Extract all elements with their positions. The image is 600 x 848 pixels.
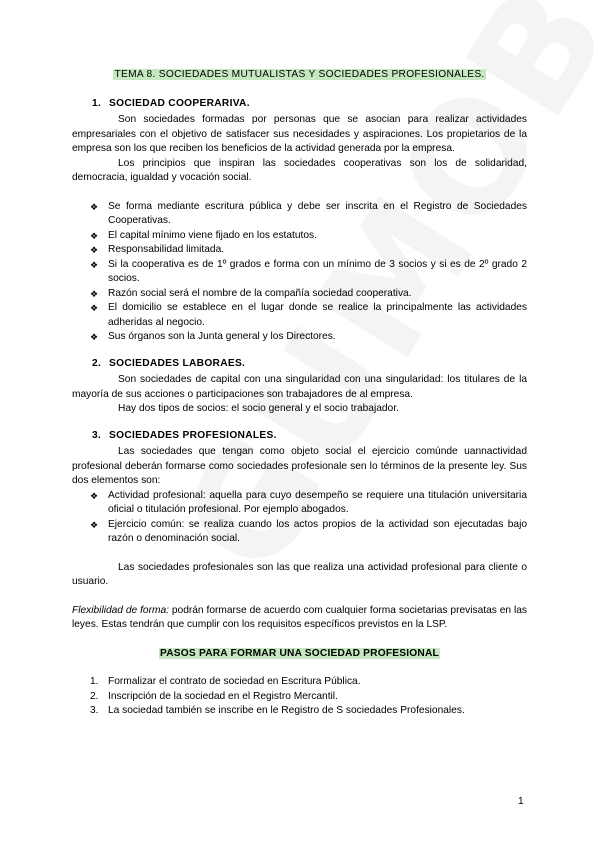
steps-title-block: [72, 647, 527, 662]
list-item: [72, 243, 527, 258]
section-1-paragraph-1: Son sociedades formadas por personas que se asocian para realizar actividades empresariales con el objetivo de satisfacer sus necesidades y aspiraciones. Los propietarios de la empresa son los que reciben los beneficios de la actividad generada por la empresa.: [72, 114, 527, 154]
diamond-bullet-icon: ❖: [90, 201, 99, 212]
diamond-bullet-icon: ❖: [90, 259, 99, 270]
list-item: [72, 704, 527, 719]
section-3-paragraph-2: Las sociedades profesionales son las que realiza una actividad profesional para cliente o usuario.: [72, 561, 527, 587]
step-number: 1.: [90, 676, 99, 687]
diamond-bullet-icon: ❖: [90, 332, 99, 342]
list-item-text: Se forma mediante escritura pública y debe ser inscrita en el Registro de Sociedades Cooperativas.: [108, 200, 527, 226]
document-body: [72, 68, 527, 719]
step-text: La sociedad también se inscribe en le Registro de S sociedades Profesionales.: [108, 705, 465, 716]
section-3-bullet-list: [72, 489, 527, 547]
steps-title: PASOS PARA FORMAR UNA SOCIEDAD PROFESIONAL: [160, 647, 439, 659]
steps-list: [72, 675, 527, 719]
section-1-heading: [92, 97, 527, 112]
section-2-paragraph-1: Son sociedades de capital con una singularidad con una singularidad: los titulares de la mayoría de sus acciones o participaciones son trabajadores de al empresa.: [72, 374, 527, 400]
list-item: [72, 690, 527, 705]
section-1-number: 1.: [92, 97, 102, 109]
page-number: 1: [518, 796, 524, 807]
section-1-title: SOCIEDAD COOPERARIVA.: [109, 97, 250, 109]
list-item: [72, 258, 527, 287]
list-item: [72, 229, 527, 244]
section-3-paragraph-1: Las sociedades que tengan como objeto social el ejercicio comúnde uannactividad profesional deberán formarse como sociedades profesionale sen lo términos de la presente ley. Sus dos elementos son:: [72, 446, 527, 486]
step-text: Formalizar el contrato de sociedad en Escritura Pública.: [108, 676, 361, 687]
diamond-bullet-icon: ❖: [90, 519, 99, 530]
list-item-text: Si la cooperativa es de 1º grados e forma con un mínimo de 3 socios y si es de 2º grado 2 socios.: [108, 258, 527, 284]
list-item-text: Ejercicio común: se realiza cuando los actos propios de la actividad son ejecutadas bajo razón o denominación social.: [108, 518, 527, 544]
section-3-title: SOCIEDADES PROFESIONALES.: [109, 429, 277, 441]
page-title: TEMA 8. SOCIEDADES MUTUALISTAS Y SOCIEDADES PROFESIONALES.: [114, 69, 485, 80]
section-2-paragraph-2: Hay dos tipos de socios: el socio general y el socio trabajador.: [118, 403, 399, 414]
section-2-heading: [92, 357, 527, 372]
step-number: 2.: [90, 690, 99, 702]
list-item-text: Sus órganos son la Junta general y los Directores.: [108, 331, 336, 342]
section-2-title: SOCIEDADES LABORAES.: [109, 357, 246, 369]
title-block: [72, 68, 527, 83]
section-2-number: 2.: [92, 357, 102, 369]
flexibility-paragraph: [72, 604, 527, 633]
flexibility-text: podrán formarse de acuerdo com cualquier forma societarias previsatas en las leyes. Estas tendrán que cumplir con los requisitos específicos previstos en la LSP.: [72, 604, 527, 630]
diamond-bullet-icon: ❖: [90, 230, 99, 241]
list-item: [72, 489, 527, 518]
diamond-bullet-icon: ❖: [90, 303, 99, 313]
list-item: [72, 200, 527, 229]
diamond-bullet-icon: ❖: [90, 288, 99, 299]
flexibility-label: Flexibilidad de forma:: [72, 604, 169, 616]
list-item: [72, 518, 527, 547]
section-3-heading: [92, 429, 527, 444]
list-item-text: Razón social será el nombre de la compañía sociedad cooperativa.: [108, 287, 412, 299]
list-item-text: El domicilio se establece en el lugar donde se realice la principalmente las actividades adheridas al negocio.: [108, 302, 527, 328]
list-item: [72, 330, 527, 345]
section-1-paragraph-2: Los principios que inspiran las sociedades cooperativas son los de solidaridad, democracia, igualdad y vocación social.: [72, 157, 527, 183]
diamond-bullet-icon: ❖: [90, 245, 99, 255]
list-item-text: El capital mínimo viene fijado en los estatutos.: [108, 229, 317, 241]
diamond-bullet-icon: ❖: [90, 490, 99, 501]
list-item: [72, 301, 527, 330]
list-item-text: Responsabilidad limitada.: [108, 244, 225, 255]
step-number: 3.: [90, 705, 99, 716]
step-text: Inscripción de la sociedad en el Registro Mercantil.: [108, 690, 338, 702]
list-item: [72, 287, 527, 302]
section-1-bullet-list: [72, 200, 527, 345]
list-item-text: Actividad profesional: aquella para cuyo desempeño se requiere una titulación universitaria oficial o titulación profesional. Por ejemplo abogados.: [108, 489, 527, 515]
list-item: [72, 675, 527, 690]
section-3-number: 3.: [92, 429, 102, 441]
